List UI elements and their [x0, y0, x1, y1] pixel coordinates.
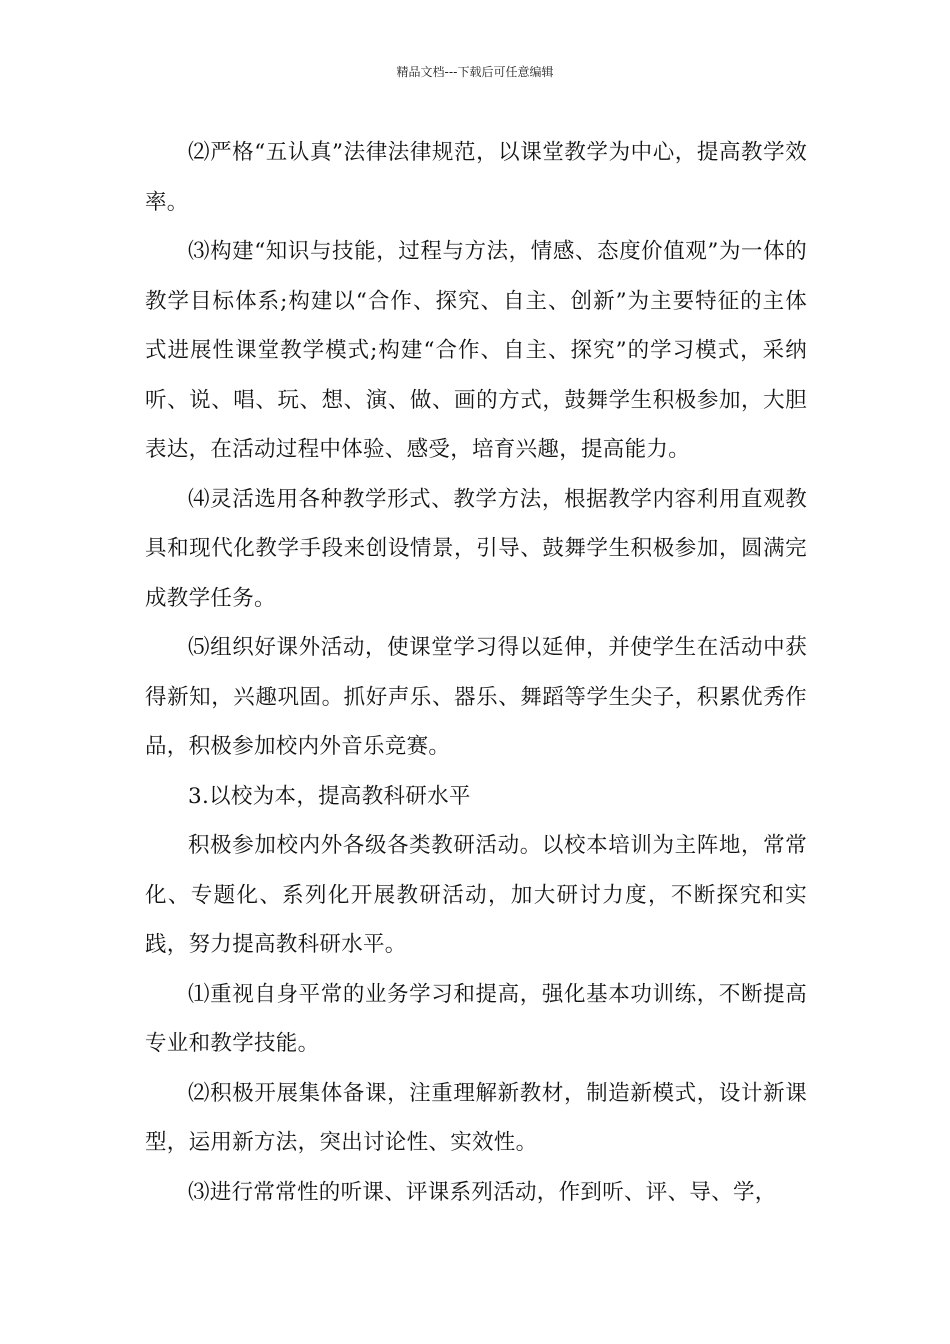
paragraph-5: 积极参加校内外各级各类教研活动。以校本培训为主阵地，常常化、专题化、系列化开展教研活动，加大研讨力度，不断探究和实践，努力提高教科研水平。: [145, 833, 807, 957]
page-header: 精品文档---下载后可任意编辑: [396, 65, 554, 79]
section-heading: 3.以校为本，提高教科研水平: [188, 783, 471, 809]
document-body: [145, 128, 807, 1217]
paragraph-3: ⑷灵活选用各种教学形式、教学方法，根据教学内容利用直观教具和现代化教学手段来创设情景，引导、鼓舞学生积极参加，圆满完成教学任务。: [145, 486, 807, 611]
paragraph-7: ⑵积极开展集体备课，注重理解新教材，制造新模式，设计新课型，运用新方法，突出讨论性、实效性。: [145, 1080, 807, 1155]
paragraph-6: ⑴重视自身平常的业务学习和提高，强化基本功训练，不断提高专业和教学技能。: [145, 981, 807, 1056]
paragraph-2: ⑶构建“知识与技能，过程与方法，情感、态度价值观”为一体的教学目标体系;构建以“合作、探究、自主、创新”为主要特征的主体式进展性课堂教学模式;构建“合作、自主、探究”的学习模式，采纳听、说、唱、玩、想、演、做、画的方式，鼓舞学生积极参加，大胆表达，在活动过程中体验、感受，培育兴趣，提高能力。: [145, 239, 807, 462]
paragraph-1: ⑵严格“五认真”法律法律规范，以课堂教学为中心，提高教学效率。: [145, 140, 807, 215]
paragraph-4: ⑸组织好课外活动，使课堂学习得以延伸，并使学生在活动中获得新知，兴趣巩固。抓好声乐、器乐、舞蹈等学生尖子，积累优秀作品，积极参加校内外音乐竞赛。: [145, 635, 807, 759]
paragraph-8: ⑶进行常常性的听课、评课系列活动，作到听、评、导、学，: [188, 1179, 777, 1205]
